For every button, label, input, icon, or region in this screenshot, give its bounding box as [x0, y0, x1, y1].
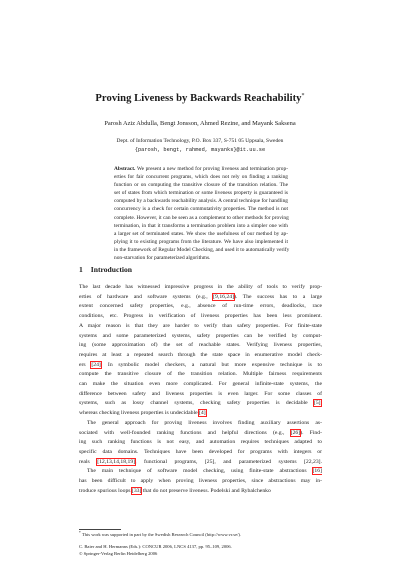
body-line: sociated with well-founded ranking functions and helpful directions (e.g., [26]). Find- [79, 429, 322, 436]
abstract-line: concurrency is a check for certain commutativity properties. The method is not [114, 206, 288, 213]
citation-link[interactable]: [24] [91, 361, 101, 368]
section-heading [79, 265, 132, 274]
citation-link[interactable]: [33] [131, 487, 142, 494]
body-line: ing such ranking functions is not easy, and automation requires techniques adapted to [79, 439, 322, 446]
body-line: compute the transitive closure of the transition relation. Multiple fairness requirements [79, 371, 322, 378]
copyright-block [79, 543, 232, 558]
author-emails: {parosh, bengt, rahmed, mayanks}@it.uu.se [134, 146, 266, 153]
footnote-rule [79, 529, 121, 530]
proceedings-info: C. Baier and H. Hermanns (Eds.): CONCUR 2006, LNCS 4137, pp. 95–109, 2006. [79, 544, 232, 549]
body-line: A major reason is that they are harder to verify than safety properties. For finite-state [79, 322, 322, 329]
body-line: The last decade has witnessed impressive progress in the ability of tools to verify prop- [79, 284, 322, 290]
author-list: Parosh Aziz Abdulla, Bengt Jonsson, Ahmed Rezine, and Mayank Saksena [104, 120, 296, 127]
abstract-line: plying it to existing programs from the literature. We have also implemented it [114, 238, 288, 245]
body-line: The general approach for proving liveness involves finding auxiliary assertions as- [87, 419, 322, 426]
section-title: Introduction [90, 265, 133, 274]
abstract [114, 165, 288, 262]
body-line: systems and some parameterized systems, safety properties can be verified by comput- [79, 332, 322, 339]
affiliation-block [0, 137, 400, 154]
copyright-notice: © Springer-Verlag Berlin Heidelberg 2006 [79, 551, 158, 557]
body-line: erties of hardware and software systems (e.g., [9,16,24]). The success has to a large [79, 293, 322, 300]
body-line: The main technique of software model checking, using finite-state abstractions [16] [87, 468, 322, 475]
body-line: difference between safety and liveness properties is even larger. For some classes of [79, 390, 322, 397]
body-line: ers [24]. In symbolic model checkers, a natural but more expensive technique is to [79, 361, 322, 368]
body-line: systems, such as lossy channel systems, checking safety properties is decidable [5], [79, 400, 322, 407]
citation-link[interactable]: [12,13,14,18,19] [97, 458, 136, 465]
abstract-line: non-starvation for parameterized algorithms. [114, 255, 211, 262]
abstract-line: computed by a backwards reachability analysis. A central technique for handling [114, 198, 288, 205]
body-line: can make the situation even more complicated. For general infinite-state systems, the [79, 381, 322, 388]
footnote-text: This work was supported in part by the Swedish Research Council (http://www.vr.se/). [81, 532, 242, 537]
abstract-label: Abstract. [114, 166, 136, 172]
citation-link[interactable]: [4] [199, 410, 206, 417]
abstract-line: Abstract. We present a new method for proving liveness and termination prop- [114, 166, 288, 172]
title-footnote-mark: * [301, 93, 305, 99]
abstract-line: function or on computing the transitive closure of the transition relation. The [114, 182, 288, 189]
body-line: extent concerned safety properties, e.g., absence of run-time errors, deadlocks, race [79, 303, 322, 310]
section-number: 1 [79, 265, 83, 274]
body-line: reals [12,13,14,18,19], functional programs, [25], and parameterized systems [22,23]. [79, 458, 322, 465]
citation-link[interactable]: [5] [313, 400, 321, 407]
footnote-mark: * [79, 531, 81, 535]
title-text: Proving Liveness by Backwards Reachability [95, 93, 302, 104]
introduction-body [79, 283, 322, 496]
body-line: specific data domains. Techniques have been developed for programs with integers or [79, 448, 322, 455]
citation-link[interactable]: [9,16,24] [213, 293, 235, 300]
affiliation: Dept. of Information Technology, P.O. Box 337, S-751 05 Uppsala, Sweden [116, 138, 284, 144]
body-line: ing (some approximation of) the set of reachable states. Verifying liveness properties, [79, 342, 322, 349]
abstract-line: in the framework of Regular Model Checking, and used it to automatically verify [114, 246, 290, 253]
body-line: requires at least a repeated search through the state space in enumerative model check- [79, 351, 322, 358]
abstract-line: erties for fair concurrent programs, which does not rely on finding a ranking [114, 174, 288, 181]
abstract-line: complete. However, it can be seen as a complement to other methods for proving [114, 214, 289, 221]
abstract-line: termination, in that it transforms a termination problem into a simpler one with [114, 222, 288, 229]
abstract-line: a larger set of terminated states. We show the usefulness of our method by ap- [114, 230, 288, 237]
abstract-line: set of states from which termination or some liveness property is guaranteed is [114, 190, 288, 197]
body-line: troduce spurious loops [33] that do not preserve liveness. Podelski and Rybalchenko [79, 487, 271, 494]
citation-link[interactable]: [26] [290, 429, 301, 436]
body-line: conditions, etc. Progress in verification of liveness properties has been less prominent. [79, 313, 322, 320]
footnote [79, 531, 241, 537]
body-line: has been difficult to apply when proving liveness properties, since abstractions may in- [79, 478, 322, 485]
citation-link[interactable]: [16] [312, 468, 322, 475]
body-line: whereas checking liveness properties is undecidable [4]. [79, 410, 208, 417]
paper-title [0, 93, 400, 104]
